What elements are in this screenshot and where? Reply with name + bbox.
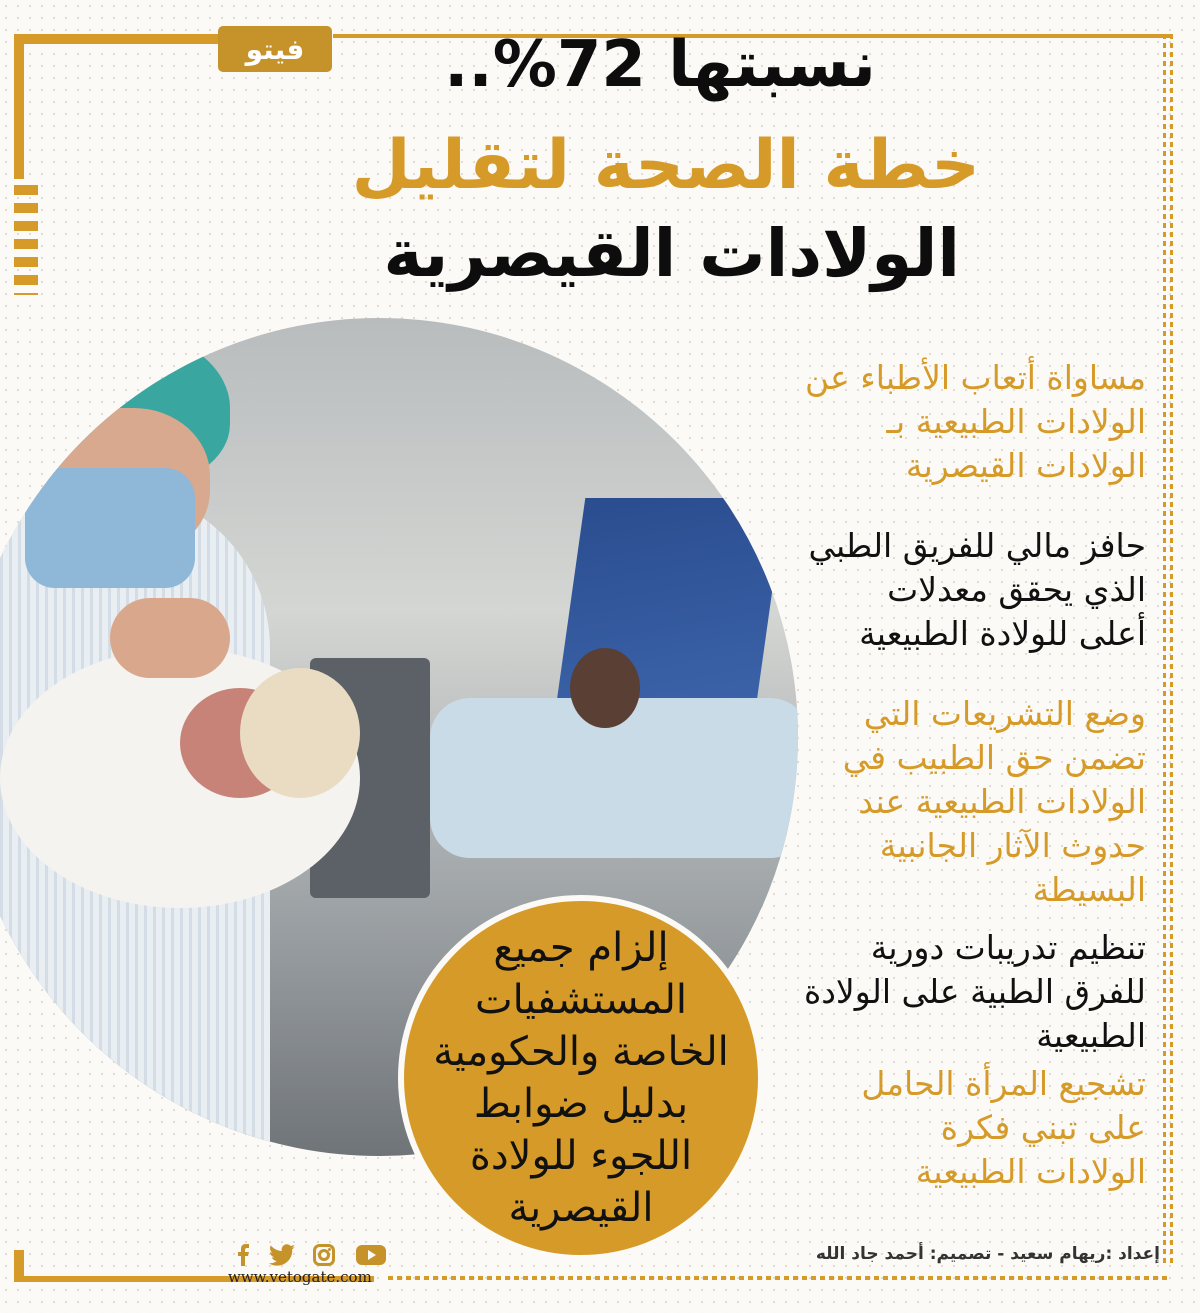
plan-item-line: الولادات القيصرية	[905, 446, 1146, 485]
circle-line: القيصرية	[508, 1185, 654, 1231]
plan-item-line: للفرق الطبية على الولادة	[803, 972, 1146, 1011]
circle-line: الخاصة والحكومية	[433, 1029, 729, 1075]
plan-item-line: الولادات الطبيعية بـ	[886, 402, 1146, 441]
plan-item-line: الولادات الطبيعية	[915, 1152, 1146, 1191]
circle-line: بدليل ضوابط	[473, 1081, 689, 1127]
nurse-mask	[25, 468, 195, 588]
plan-item-line: مساواة أتعاب الأطباء عن	[804, 358, 1146, 397]
twitter-icon[interactable]	[268, 1244, 296, 1266]
frame-left-dashes	[14, 185, 38, 295]
frame-bottom-corner	[14, 1250, 24, 1278]
facebook-icon[interactable]	[232, 1244, 254, 1266]
baby-hat	[240, 668, 360, 798]
plan-item-line: الذي يحقق معدلات	[887, 570, 1146, 609]
frame-right-dots	[1163, 34, 1166, 1264]
plan-item-line: تشجيع المرأة الحامل	[861, 1064, 1146, 1103]
plan-item-line: أعلى للولادة الطبيعية	[859, 614, 1146, 653]
plan-item-training	[726, 926, 1146, 1058]
plan-item-line: البسيطة	[1032, 870, 1146, 909]
frame-left-bar	[14, 34, 24, 179]
circle-line: اللجوء للولادة	[469, 1133, 693, 1179]
plan-item-line: الولادات الطبيعية عند	[858, 782, 1146, 821]
frame-right-dots-2	[1170, 34, 1173, 1264]
plan-item-line: تضمن حق الطبيب في	[842, 738, 1146, 777]
headline-line-1: نسبتها 72%..	[444, 28, 876, 102]
plan-item-line: تنظيم تدريبات دورية	[870, 928, 1146, 967]
youtube-icon[interactable]	[356, 1244, 386, 1266]
headline-line-2: خطة الصحة لتقليل	[351, 126, 980, 205]
plan-item-fees	[726, 356, 1146, 488]
plan-item-legislation	[726, 692, 1146, 912]
instagram-icon[interactable]	[312, 1244, 336, 1266]
headline-line-3: الولادات القيصرية	[383, 215, 960, 292]
plan-item-incentive	[726, 524, 1146, 656]
plan-item-line: حدوث الآثار الجانبية	[879, 826, 1146, 865]
veto-logo[interactable]: فيتو	[218, 26, 332, 72]
circle-line: إلزام جميع	[493, 925, 669, 971]
circle-line: المستشفيات	[474, 977, 687, 1023]
plan-item-encourage	[726, 1062, 1146, 1194]
website-url[interactable]: www.vetogate.com	[228, 1268, 372, 1286]
plan-item-line: على تبني فكرة	[940, 1108, 1146, 1147]
plan-item-line: وضع التشريعات التي	[863, 694, 1146, 733]
plan-item-line: حافز مالي للفريق الطبي	[808, 526, 1146, 565]
highlight-circle	[398, 895, 764, 1261]
frame-bottom-dots	[388, 1276, 1168, 1280]
credits: إعداد :ريهام سعيد - تصميم: أحمد جاد الله	[815, 1244, 1160, 1264]
plan-item-line: الطبيعية	[1036, 1016, 1146, 1055]
frame-top-bar	[14, 34, 220, 44]
nurse-hand	[110, 598, 230, 678]
mother-figure	[570, 648, 640, 728]
